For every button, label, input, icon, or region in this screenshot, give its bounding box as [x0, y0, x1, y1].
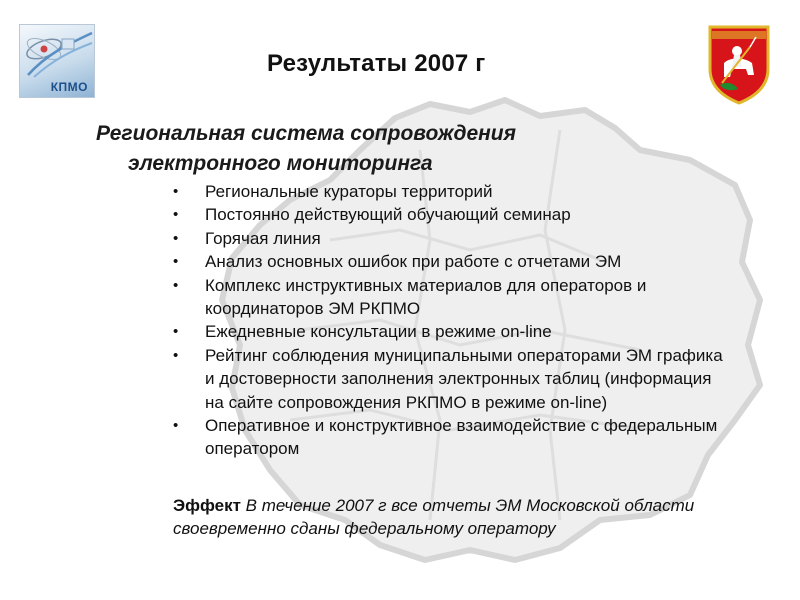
- bullet-item: • Анализ основных ошибок при работе с отчетами ЭМ: [173, 250, 733, 273]
- bullet-item: • Оперативное и конструктивное взаимодействие с федеральным оператором: [173, 414, 733, 461]
- effect-paragraph: [173, 494, 733, 541]
- bullet-item: • Региональные кураторы территорий: [173, 180, 733, 203]
- effect-label: Эффект: [173, 496, 241, 515]
- kpmo-logo: [19, 24, 95, 98]
- section-title: [96, 119, 716, 179]
- bullet-list: [173, 180, 733, 461]
- page-title: Результаты 2007 г: [267, 50, 486, 77]
- effect-text: В течение 2007 г все отчеты ЭМ Московской области своевременно сданы федеральному оператору: [173, 496, 695, 539]
- bullet-item: • Ежедневные консультации в режиме on-line: [173, 320, 733, 343]
- bullet-item: • Горячая линия: [173, 227, 733, 250]
- bullet-item: • Постоянно действующий обучающий семинар: [173, 203, 733, 226]
- bullet-item: • Рейтинг соблюдения муниципальными операторами ЭМ графика и достоверности заполнения электронных таблиц (информация на сайте сопровождения РКПМО в режиме on-line): [173, 344, 733, 414]
- section-title-line1: Региональная система сопровождения: [96, 122, 516, 145]
- kpmo-logo-icon: [20, 25, 94, 81]
- section-title-line2: электронного мониторинга: [128, 152, 433, 175]
- logo-label: КПМО: [50, 80, 88, 94]
- bullet-item: • Комплекс инструктивных материалов для операторов и координаторов ЭМ РКПМО: [173, 274, 733, 321]
- moscow-region-crest-icon: [704, 23, 774, 105]
